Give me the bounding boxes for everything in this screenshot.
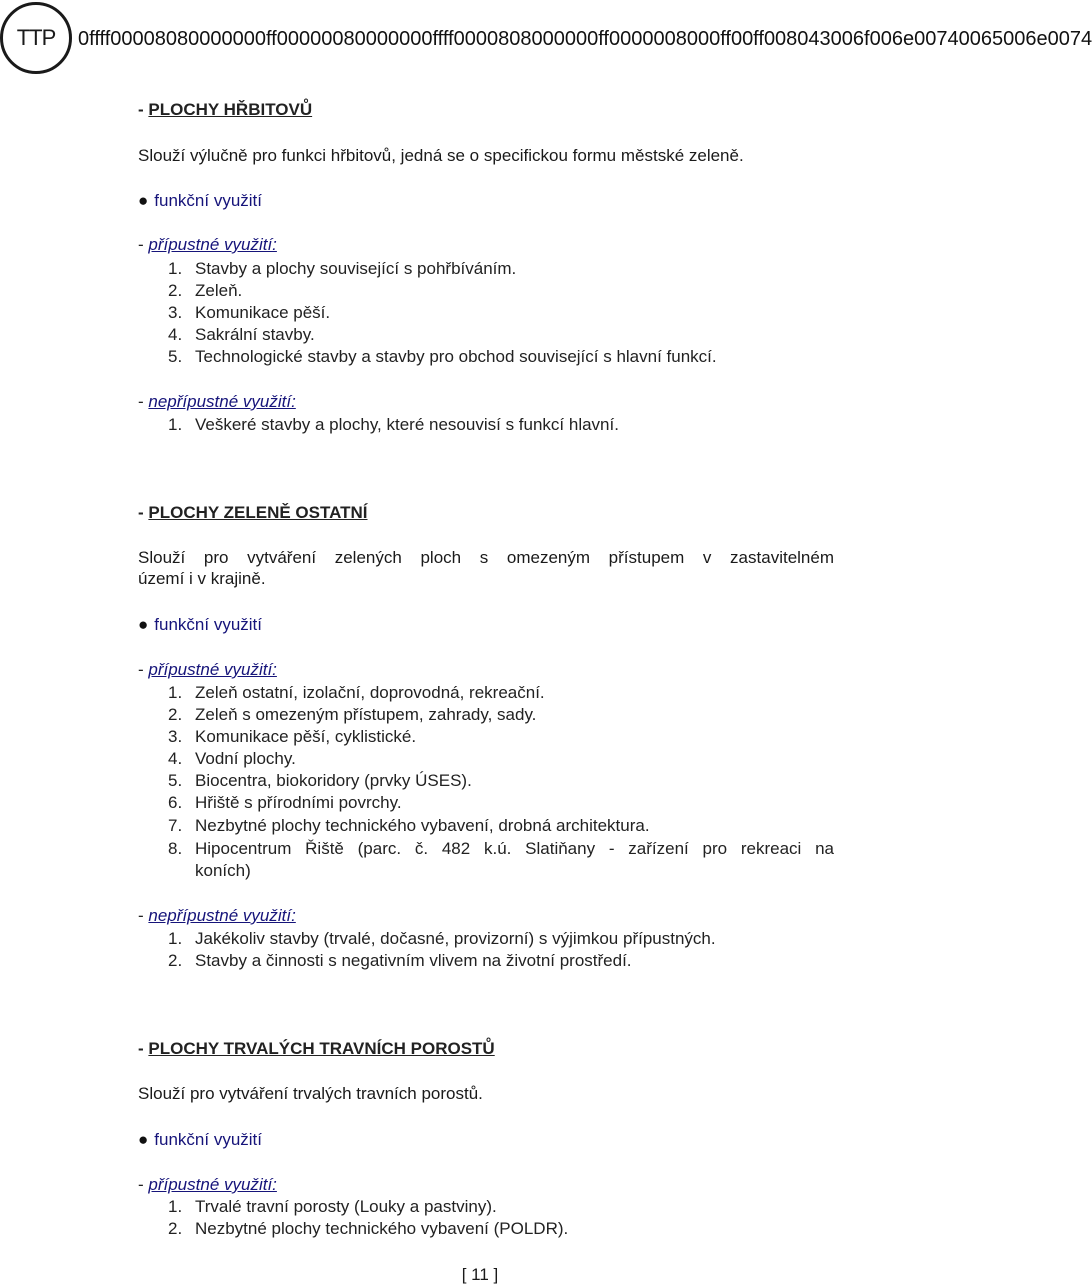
list-item: 2. Nezbytné plochy technického vybavení (POLDR). [168,1219,569,1238]
logo [0,2,72,74]
list-item: 2. Zeleň s omezeným přístupem, zahrady, sady. [168,705,537,724]
list-item: 2. Stavby a činnosti s negativním vlivem na životní prostředí. [168,951,632,970]
forbidden-use-label: - nepřípustné využití: [138,392,296,411]
section-description: Slouží pro vytváření zelených ploch s omezeným přístupem v zastavitelném [138,548,834,567]
section-description: Slouží pro vytváření trvalých travních porostů. [138,1084,483,1103]
list-item: 1. Jakékoliv stavby (trvalé, dočasné, provizorní) s výjimkou přípustných. [168,929,716,948]
bullet-icon: ● [138,1130,149,1149]
section-heading: - PLOCHY ZELENĚ OSTATNÍ [138,503,368,522]
list-item: 1. Trvalé travní porosty (Louky a pastviny). [168,1197,497,1216]
permitted-use-label: - přípustné využití: [138,235,277,254]
bullet-icon: ● [138,615,149,634]
list-item: 6. Hřiště s přírodními povrchy. [168,793,402,812]
section-description: území i v krajině. [138,569,266,588]
list-item: 4. Vodní plochy. [168,749,296,768]
section-heading: - PLOCHY TRVALÝCH TRAVNÍCH POROSTŮ [138,1039,495,1058]
forbidden-use-label: - nepřípustné využití: [138,906,296,925]
list-item-continuation: koních) [195,861,251,880]
functional-use-label: ● funkční využití [138,615,262,634]
permitted-use-label: - přípustné využití: [138,1175,277,1194]
list-item: 5. Biocentra, biokoridory (prvky ÚSES). [168,771,472,790]
header-hex-string: 0ffff00008080000000ff00000080000000ffff0000808000000ff0000008000ff00ff008043006f006e00740065006e0074 [78,28,1092,50]
list-item: 1. Zeleň ostatní, izolační, doprovodná, rekreační. [168,683,545,702]
functional-use-label: ● funkční využití [138,191,262,210]
list-item: 7. Nezbytné plochy technického vybavení, drobná architektura. [168,816,650,835]
bullet-icon: ● [138,191,149,210]
functional-use-label: ● funkční využití [138,1130,262,1149]
list-item: 5. Technologické stavby a stavby pro obchod související s hlavní funkcí. [168,347,717,366]
logo-text: TTP [16,25,56,50]
list-item: 8. Hipocentrum Řiště (parc. č. 482 k.ú. Slatiňany - zařízení pro rekreaci na [168,839,834,858]
list-item: 1. Stavby a plochy související s pohřbíváním. [168,259,517,278]
section-description: Slouží výlučně pro funkci hřbitovů, jedná se o specifickou formu městské zeleně. [138,146,744,165]
list-item: 4. Sakrální stavby. [168,325,315,344]
section-heading: - PLOCHY HŘBITOVŮ [138,100,313,119]
list-item: 3. Komunikace pěší, cyklistické. [168,727,417,746]
list-item: 2. Zeleň. [168,281,243,300]
page-number: [ 11 ] [461,1265,499,1284]
list-item: 1. Veškeré stavby a plochy, které nesouvisí s funkcí hlavní. [168,415,619,434]
list-item: 3. Komunikace pěší. [168,303,331,322]
permitted-use-label: - přípustné využití: [138,660,277,679]
